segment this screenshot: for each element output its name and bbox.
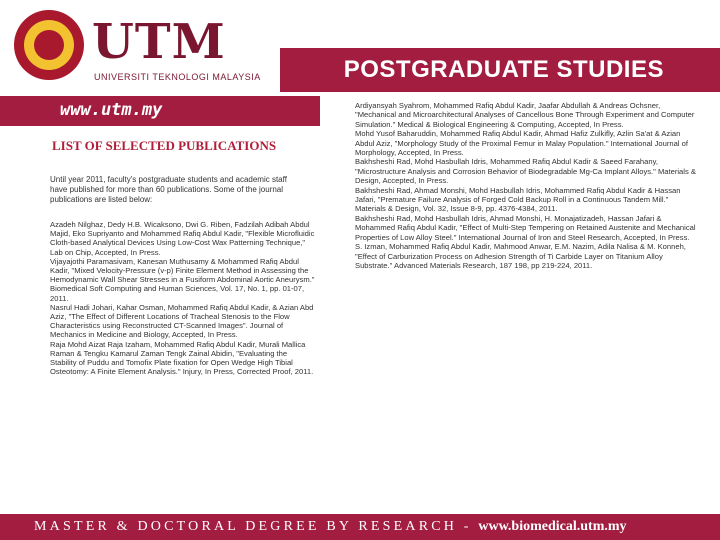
utm-logo-subtitle: UNIVERSITI TEKNOLOGI MALAYSIA xyxy=(94,72,261,82)
publication-entry: Ardiyansyah Syahrom, Mohammed Rafiq Abdul Kadir, Jaafar Abdullah & Andreas Ochsner, "Mechanical and Microarchitectural Analyses of Cancellous Bone Through Experiment and Computer Simulation." Medical & Biological Engineering & Computing, Accepted, In Press. xyxy=(355,101,695,129)
publication-entry: Azadeh Nilghaz, Dedy H.B. Wicaksono, Dwi G. Riben, Fadzilah Adibah Abdul Majid, Eko Supriyanto and Mohammed Rafiq Abdul Kadir, "Flexible Microfluidic Cloth-based Analytical Devices Using Low-Cost Wax Patterning Technique," Lab on Chip, Accepted, In Press. xyxy=(50,220,315,257)
footer-url-link[interactable]: www.biomedical.utm.my xyxy=(478,519,627,534)
publication-entry: Mohd Yusof Baharuddin, Mohammed Rafiq Abdul Kadir, Ahmad Hafiz Zulkifly, Azlin Sa'at & Azian Abdul Aziz, "Morphology Study of the Proximal Femur in Malay Population." International Journal of Morphology, Accepted, In Press. xyxy=(355,129,688,158)
page-title: POSTGRADUATE STUDIES xyxy=(343,56,664,83)
page-header xyxy=(0,0,720,96)
footer-tagline xyxy=(34,519,627,535)
page-footer xyxy=(0,514,720,540)
utm-seal-icon xyxy=(14,10,84,80)
site-url-link[interactable]: www.utm.my xyxy=(60,100,163,120)
footer-tagline-text: MASTER & DOCTORAL DEGREE BY RESEARCH - xyxy=(34,519,479,534)
section-heading: LIST OF SELECTED PUBLICATIONS xyxy=(52,138,277,153)
publications-left-column xyxy=(50,220,315,376)
publications-right-column xyxy=(355,101,700,270)
publication-entry: S. Izman, Mohammed Rafiq Abdul Kadir, Mahmood Anwar, E.M. Nazim, Adila Nalisa & M. Konneh, "Effect of Carburization Process on Adhesion Strength of Ti Carbide Layer on Titanium Alloy Substrate." Advanced Materials Research, 187 198, pp 219-224, 2011. xyxy=(355,242,686,270)
publication-entry: Vijayajothi Paramasivam, Kanesan Muthusamy & Mohammed Rafiq Abdul Kadir, "Mixed Velocity-Pressure (v-p) Finite Element Method in Assessing the Hemodynamic Wall Shear Stresses in a Fusiform Abdominal Aortic Aneurysm." Biomedical Soft Computing and Human Sciences, Vol. 17, No. 1, pp. 01-07, 2011. xyxy=(50,256,315,303)
publication-entry: Bakhsheshi Rad, Mohd Hasbullah Idris, Mohammed Rafiq Abdul Kadir & Saeed Farahany, "Microstructure Analysis and Corrosion Behavior of Biodegradable Mg-Ca Implant Alloys." Materials & Design, Accepted, In Press. xyxy=(355,157,696,186)
utm-logo-text: UTM xyxy=(92,14,226,70)
title-banner xyxy=(280,48,720,92)
intro-paragraph: Until year 2011, faculty's postgraduate students and academic staff have published for more than 60 publications. Some of the journal publications are listed below: xyxy=(50,175,287,204)
publication-entry: Raja Mohd Aizat Raja Izaham, Mohammed Rafiq Abdul Kadir, Murali Mallica Raman & Tengku Kamarul Zaman Tengk Zainal Abidin, "Evaluating the Stability of Puddu and Tomofix Plate fixation for Open Wedge High Tibial Osteotomy: A Finite Element Analysis." Injury, In Press, Corrected Proof, 2011. xyxy=(50,339,314,377)
publication-entry: Bakhsheshi Rad, Mohd Hasbullah Idris, Ahmad Monshi, H. Monajatizadeh, Hassan Jafari & Mohammed Rafiq Abdul Kadir, "Effect of Multi-Step Tempering on Retained Austenite and Mechanical Properties of Low Alloy Steel." International Journal of Iron and Steel Research, Accepted, In Press. xyxy=(355,213,696,242)
publication-entry: Bakhsheshi Rad, Ahmad Monshi, Mohd Hasbullah Idris, Mohammed Rafiq Abdul Kadir & Hassan Jafari, "Premature Failure Analysis of Forged Cold Backup Roll in a Continuous Tandem Mill." Materials & Design, Vol. 32, Issue 8-9, pp. 4376-4384, 2011. xyxy=(355,185,681,214)
publication-entry: Nasrul Hadi Johari, Kahar Osman, Mohammed Rafiq Abdul Kadir, & Azian Abd Aziz, "The Effect of Different Locations of Tracheal Stenosis to the Flow Characteristics using Reconstructed CT-Scanned Images". Journal of Mechanics in Medicine and Biology, Accepted, In Press. xyxy=(50,302,314,340)
